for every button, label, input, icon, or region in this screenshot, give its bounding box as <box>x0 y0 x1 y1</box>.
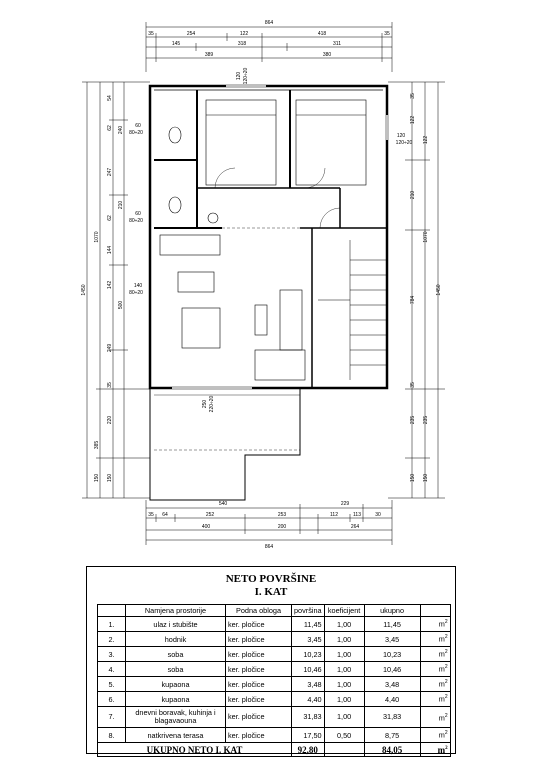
unit-text: m <box>438 694 445 704</box>
dim-label: 389 <box>204 52 214 58</box>
total-sum: 84,05 <box>364 743 420 757</box>
table-row <box>98 728 451 743</box>
dim-label: 62 <box>107 215 113 221</box>
dim-label: 122 <box>423 135 429 145</box>
dim-label: 318 <box>237 41 247 47</box>
total-coefficient <box>324 743 364 757</box>
dim-label: 1070 <box>423 231 429 243</box>
row-floor: ker. pločice <box>226 677 292 692</box>
table-title <box>87 573 455 599</box>
unit-sup: 2 <box>444 649 448 656</box>
unit-text: m <box>438 634 445 644</box>
row-number: 5. <box>98 677 126 692</box>
header-total: ukupno <box>364 605 420 617</box>
dim-label: 252 <box>205 512 215 518</box>
unit-sup: 2 <box>444 730 448 737</box>
dim-label: 311 <box>333 41 341 47</box>
unit-text: m <box>437 744 446 755</box>
row-name: natkrivena terasa <box>126 728 226 743</box>
dim-left-overall: 1450 <box>81 284 87 296</box>
unit-sup: 2 <box>445 745 448 751</box>
row-total: 8,75 <box>364 728 420 743</box>
dim-label: 122 <box>239 31 249 37</box>
header-coefficient: koeficijent <box>324 605 364 617</box>
row-total: 11,45 <box>364 617 420 632</box>
dim-label: 35 <box>148 512 154 518</box>
dim-label: 210 <box>410 190 416 200</box>
dim-label: 385 <box>94 440 100 450</box>
row-coefficient: 1,00 <box>324 692 364 707</box>
row-number: 8. <box>98 728 126 743</box>
row-area: 31,83 <box>292 707 325 728</box>
unit-sup: 2 <box>444 664 448 671</box>
row-area: 4,40 <box>292 692 325 707</box>
row-unit <box>420 617 450 632</box>
row-name: soba <box>126 647 226 662</box>
table-title-line2: I. KAT <box>254 586 288 598</box>
dim-label: 247 <box>107 167 113 177</box>
row-total: 4,40 <box>364 692 420 707</box>
dim-bottom-overall: 864 <box>264 544 274 550</box>
unit-sup: 2 <box>444 694 448 701</box>
row-number: 2. <box>98 632 126 647</box>
row-name: kupaona <box>126 692 226 707</box>
row-unit <box>420 662 450 677</box>
row-floor: ker. pločice <box>226 632 292 647</box>
dim-label: 235 <box>410 415 416 425</box>
row-coefficient: 0,50 <box>324 728 364 743</box>
dim-label: 150 <box>107 473 113 483</box>
dim-label: 784 <box>410 295 416 305</box>
dim-label: 229 <box>340 501 350 507</box>
dim-label: 240 <box>118 125 124 135</box>
row-total: 10,46 <box>364 662 420 677</box>
opening-label: 80÷20 <box>129 290 143 296</box>
unit-sup: 2 <box>444 634 448 641</box>
dim-top-overall: 864 <box>264 20 274 26</box>
table-row <box>98 647 451 662</box>
header-floor: Podna obloga <box>226 605 292 617</box>
dim-label: 150 <box>423 473 429 483</box>
header-number <box>98 605 126 617</box>
row-floor: ker. pločice <box>226 617 292 632</box>
row-name: dnevni boravak, kuhinja i blagavaouna <box>126 707 226 728</box>
unit-sup: 2 <box>444 679 448 686</box>
dim-label: 1070 <box>94 231 100 243</box>
dim-label: 35 <box>384 31 390 37</box>
row-name: soba <box>126 662 226 677</box>
dim-label: 35 <box>410 382 416 388</box>
row-total: 3,45 <box>364 632 420 647</box>
dim-label: 540 <box>218 501 228 507</box>
dim-label: 122 <box>410 115 416 125</box>
row-area: 11,45 <box>292 617 325 632</box>
total-label: UKUPNO NETO I. KAT <box>98 743 292 757</box>
row-area: 3,45 <box>292 632 325 647</box>
row-area: 10,46 <box>292 662 325 677</box>
unit-text: m <box>438 619 445 629</box>
net-area-table-panel <box>86 566 456 754</box>
total-unit <box>420 743 450 757</box>
row-floor: ker. pločice <box>226 662 292 677</box>
table-header-row <box>98 605 451 617</box>
opening-label: 80÷20 <box>129 218 143 224</box>
dim-label: 54 <box>107 95 113 101</box>
row-area: 10,23 <box>292 647 325 662</box>
unit-sup: 2 <box>444 712 448 719</box>
dim-label: 144 <box>107 245 113 255</box>
unit-text: m <box>438 664 445 674</box>
table-row <box>98 632 451 647</box>
dim-label: 253 <box>277 512 287 518</box>
header-name: Namjena prostorije <box>126 605 226 617</box>
dim-label: 64 <box>162 512 168 518</box>
opening-label: 220÷20 <box>209 395 215 413</box>
dim-label: 418 <box>317 31 327 37</box>
row-number: 7. <box>98 707 126 728</box>
unit-text: m <box>438 649 445 659</box>
row-unit <box>420 728 450 743</box>
row-name: kupaona <box>126 677 226 692</box>
opening-label: 80÷20 <box>129 130 143 136</box>
row-unit <box>420 632 450 647</box>
row-area: 3,48 <box>292 677 325 692</box>
header-unit <box>420 605 450 617</box>
table-row <box>98 692 451 707</box>
row-unit <box>420 647 450 662</box>
unit-text: m <box>438 730 445 740</box>
row-number: 4. <box>98 662 126 677</box>
table-title-line1: NETO POVRŠINE <box>225 573 317 585</box>
dim-label: 62 <box>107 125 113 131</box>
dim-label: 142 <box>107 280 113 290</box>
dim-label: 380 <box>322 52 332 58</box>
dim-label: 235 <box>423 415 429 425</box>
table-row <box>98 617 451 632</box>
row-name: ulaz i stubište <box>126 617 226 632</box>
row-floor: ker. pločice <box>226 692 292 707</box>
row-coefficient: 1,00 <box>324 662 364 677</box>
row-coefficient: 1,00 <box>324 707 364 728</box>
opening-label: 250 <box>202 399 208 409</box>
opening-label: 120 <box>396 133 406 139</box>
opening-label: 120÷20 <box>243 67 249 85</box>
row-name: hodnik <box>126 632 226 647</box>
unit-sup: 2 <box>444 619 448 626</box>
opening-label: 60 <box>135 211 141 217</box>
row-total: 10,23 <box>364 647 420 662</box>
opening-label: 140 <box>133 283 143 289</box>
dim-label: 112 <box>330 512 338 518</box>
row-total: 3,48 <box>364 677 420 692</box>
row-unit <box>420 707 450 728</box>
opening-label: 120÷20 <box>395 140 413 146</box>
row-floor: ker. pločice <box>226 707 292 728</box>
row-unit <box>420 692 450 707</box>
row-area: 17,50 <box>292 728 325 743</box>
table-row <box>98 662 451 677</box>
dim-label: 30 <box>375 512 381 518</box>
row-total: 31,83 <box>364 707 420 728</box>
table-row <box>98 707 451 728</box>
dim-label: 500 <box>118 300 124 310</box>
dim-label: 220 <box>107 415 113 425</box>
header-area: površina <box>292 605 325 617</box>
dim-label: 35 <box>148 31 154 37</box>
dim-label: 35 <box>107 382 113 388</box>
opening-label: 60 <box>135 123 141 129</box>
row-coefficient: 1,00 <box>324 677 364 692</box>
table-total-row <box>98 743 451 757</box>
total-area: 92,80 <box>292 743 325 757</box>
dim-label: 400 <box>201 524 211 530</box>
table-row <box>98 677 451 692</box>
dim-label: 150 <box>410 473 416 483</box>
dim-right-overall: 1450 <box>436 284 442 296</box>
row-number: 3. <box>98 647 126 662</box>
dim-label: 35 <box>410 93 416 99</box>
dim-label: 249 <box>107 343 113 353</box>
row-number: 6. <box>98 692 126 707</box>
dim-label: 264 <box>350 524 360 530</box>
dim-label: 145 <box>171 41 181 47</box>
row-coefficient: 1,00 <box>324 647 364 662</box>
row-unit <box>420 677 450 692</box>
dim-label: 113 <box>353 512 361 518</box>
dim-label: 150 <box>94 473 100 483</box>
row-coefficient: 1,00 <box>324 617 364 632</box>
unit-text: m <box>438 679 445 689</box>
row-number: 1. <box>98 617 126 632</box>
unit-text: m <box>438 713 445 723</box>
opening-label: 120 <box>236 71 242 81</box>
row-floor: ker. pločice <box>226 647 292 662</box>
net-area-table <box>97 604 451 757</box>
row-floor: ker. pločice <box>226 728 292 743</box>
dim-label: 200 <box>277 524 287 530</box>
row-coefficient: 1,00 <box>324 632 364 647</box>
dim-label: 254 <box>186 31 196 37</box>
dim-label: 210 <box>118 200 124 210</box>
